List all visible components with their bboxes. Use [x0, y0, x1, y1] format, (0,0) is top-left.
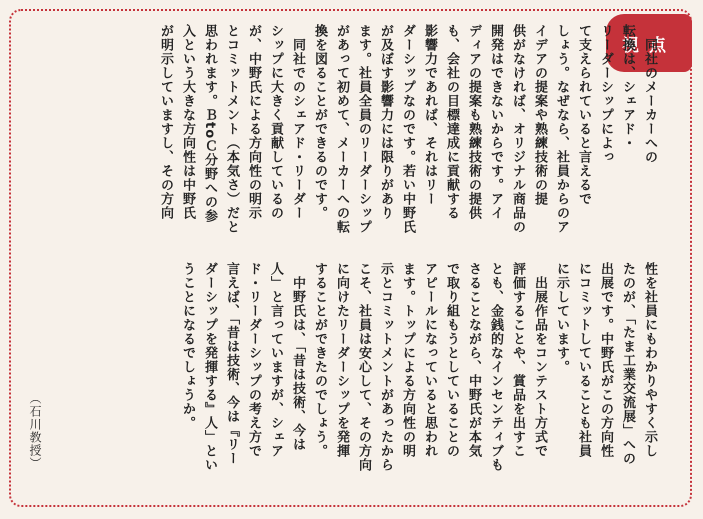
- text-column: 言えば、「昔は技術、今は『リー: [224, 262, 239, 466]
- text-column: シップに大きく貢献しているの: [268, 24, 283, 220]
- text-column: が、中野氏による方向性の明示: [246, 24, 261, 220]
- text-column: 出展作品をコンテスト方式で: [532, 262, 547, 458]
- text-column: さることながら、中野氏が本気: [466, 262, 481, 458]
- text-column: イデアの提案や熟練技術の提: [532, 24, 547, 206]
- text-column: することができたのでしょう。: [312, 262, 327, 458]
- text-column: とコミットメント（本気さ）だと: [224, 24, 239, 234]
- text-column: で取り組もうとしていることの: [444, 262, 459, 458]
- text-column: ディアの提案も熟練技術の提供: [466, 24, 481, 220]
- text-column: 中野氏は、「昔は技術、今は: [290, 262, 305, 452]
- text-column: たのが、「たま工業交流展」への: [620, 262, 635, 466]
- text-column: も、会社の目標達成に貢献する: [444, 24, 459, 220]
- text-column: 開発はできないからです。アイ: [488, 24, 503, 220]
- text-column: 入という大きな方向性は中野氏: [180, 24, 195, 220]
- text-column: にコミットしていることも社員: [576, 262, 591, 458]
- text-column: ド・リーダーシップの考え方で: [246, 262, 261, 458]
- text-column: 出展です。中野氏がこの方向性: [598, 262, 613, 458]
- text-column: ダーシップなのです。若い中野氏: [400, 24, 415, 234]
- author-signature: （石川教授）: [28, 392, 42, 470]
- text-column: に向けたリーダーシップを発揮: [334, 262, 349, 458]
- text-column: 同社のメーカーへの: [642, 24, 657, 164]
- text-column: が及ぼす影響力には限りがあり: [378, 24, 393, 220]
- text-column: しょう。なぜなら、社員からのア: [554, 24, 569, 234]
- text-column: ダーシップを発揮する』人」とい: [202, 262, 217, 472]
- text-column: 思われます。ＢtoＣ分野への参: [202, 24, 217, 224]
- text-column: ます。トップによる方向性の明: [400, 262, 415, 458]
- text-column: 性を社員にもわかりやすく示し: [642, 262, 657, 458]
- text-column: 同社でのシェアド・リーダー: [290, 24, 305, 220]
- text-column: 供がなければ、オリジナル商品の: [510, 24, 525, 234]
- text-column: 影響力であれば、それはリー: [422, 24, 437, 206]
- text-column: があって初めて、メーカーへの転: [334, 24, 349, 234]
- text-column: に示しています。: [554, 262, 569, 374]
- text-column: 転換は、シェアド・: [620, 24, 635, 150]
- text-column: 示とコミットメントがあったから: [378, 262, 393, 472]
- text-column: て支えられていると言えるで: [576, 24, 591, 206]
- text-column: ます。社員全員のリーダーシップ: [356, 24, 371, 234]
- text-column: 人」と言っていますが、シェア: [268, 262, 283, 458]
- text-column: 評価することや、賞品を出すこ: [510, 262, 525, 458]
- text-column: うことになるでしょうか。: [180, 262, 195, 430]
- text-column: リーダーシップによっ: [598, 24, 613, 164]
- text-column: が明示していますし、その方向: [158, 24, 173, 220]
- section-badge: 視点: [606, 14, 692, 72]
- text-column: アピールになっていると思われ: [422, 262, 437, 458]
- text-column: 換を図ることができるのです。: [312, 24, 327, 220]
- text-column: とも、金銭的なインセンティブも: [488, 262, 503, 472]
- text-column: こそ、社員は安心して、その方向: [356, 262, 371, 472]
